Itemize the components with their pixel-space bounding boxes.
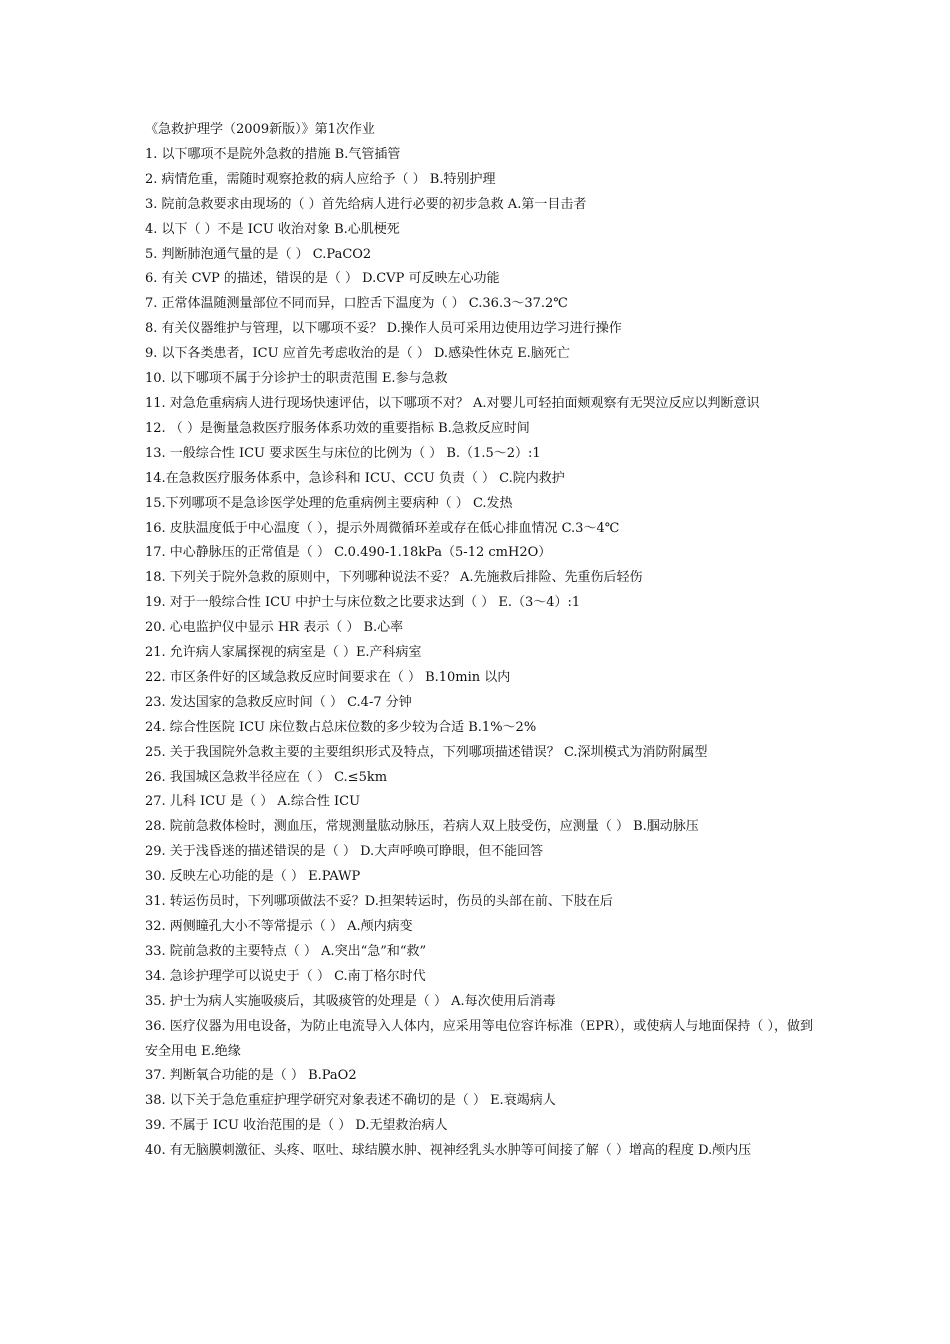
question-item: 3. 院前急救要求由现场的（ ）首先给病人进行必要的初步急救 A.第一目击者 bbox=[145, 196, 587, 212]
question-item: 15.下列哪项不是急诊医学处理的危重病例主要病种（ ） C.发热 bbox=[145, 495, 513, 511]
question-item: 14.在急救医疗服务体系中，急诊科和 ICU、CCU 负责（ ） C.院内救护 bbox=[145, 470, 565, 486]
question-item: 2. 病情危重，需随时观察抢救的病人应给予（ ） B.特别护理 bbox=[145, 171, 496, 187]
question-item: 11. 对急危重病病人进行现场快速评估，以下哪项不对？ A.对婴儿可轻拍面颊观察有无哭泣反应以判断意识 bbox=[145, 395, 760, 411]
question-item: 18. 下列关于院外急救的原则中，下列哪种说法不妥？ A.先施救后排险、先重伤后轻伤 bbox=[145, 570, 643, 586]
page-title: 《急救护理学（2009新版）》第1次作业 bbox=[145, 122, 375, 137]
question-item: 17. 中心静脉压的正常值是（ ） C.0.490-1.18kPa（5-12 cmH2O） bbox=[145, 545, 552, 561]
question-item: 16. 皮肤温度低于中心温度（ ），提示外周微循环差或存在低心排血情况 C.3～4℃ bbox=[145, 520, 620, 536]
question-item: 27. 儿科 ICU 是（ ） A.综合性 ICU bbox=[145, 794, 361, 810]
question-item: 1. 以下哪项不是院外急救的措施 B.气管插管 bbox=[145, 146, 401, 162]
question-item: 29. 关于浅昏迷的描述错误的是（ ） D.大声呼唤可睁眼，但不能回答 bbox=[145, 844, 544, 860]
question-item: 7. 正常体温随测量部位不同而异，口腔舌下温度为（ ） C.36.3～37.2℃ bbox=[145, 296, 568, 312]
question-item: 9. 以下各类患者，ICU 应首先考虑收治的是（ ） D.感染性休克 E.脑死亡 bbox=[145, 346, 570, 362]
question-item: 28. 院前急救体检时，测血压，常规测量肱动脉压，若病人双上肢受伤，应测量（ ） B.腘动脉压 bbox=[145, 819, 699, 835]
question-item: 31. 转运伤员时，下列哪项做法不妥？D.担架转运时，伤员的头部在前、下肢在后 bbox=[145, 894, 613, 910]
question-item: 25. 关于我国院外急救主要的主要组织形式及特点，下列哪项描述错误？ C.深圳模式为消防附属型 bbox=[145, 744, 708, 760]
question-item: 30. 反映左心功能的是（ ） E.PAWP bbox=[145, 869, 361, 885]
question-item: 35. 护士为病人实施吸痰后，其吸痰管的处理是（ ） A.每次使用后消毒 bbox=[145, 993, 556, 1009]
question-item: 10. 以下哪项不属于分诊护士的职责范围 E.参与急救 bbox=[145, 371, 448, 387]
question-item: 21. 允许病人家属探视的病室是（ ）E.产科病室 bbox=[145, 645, 422, 661]
question-list bbox=[145, 143, 813, 1164]
question-item: 22. 市区条件好的区域急救反应时间要求在（ ） B.10min 以内 bbox=[145, 669, 511, 685]
question-item: 39. 不属于 ICU 收治范围的是（ ） D.无望救治病人 bbox=[145, 1118, 448, 1134]
question-item: 33. 院前急救的主要特点（ ） A.突出“急”和“救” bbox=[145, 943, 427, 959]
question-item: 4. 以下（ ）不是 ICU 收治对象 B.心肌梗死 bbox=[145, 221, 400, 237]
question-item: 38. 以下关于急危重症护理学研究对象表述不确切的是（ ） E.衰竭病人 bbox=[145, 1093, 556, 1109]
question-item: 13. 一般综合性 ICU 要求医生与床位的比例为（ ） B.（1.5～2）:1 bbox=[145, 445, 541, 461]
question-item: 40. 有无脑膜刺激征、头疼、呕吐、球结膜水肿、视神经乳头水肿等可间接了解（ ）增高的程度 D.颅内压 bbox=[145, 1143, 752, 1159]
question-item: 37. 判断氧合功能的是（ ） B.PaO2 bbox=[145, 1068, 357, 1084]
question-item: 12. （ ）是衡量急救医疗服务体系功效的重要指标 B.急救反应时间 bbox=[145, 420, 530, 436]
question-item: 26. 我国城区急救半径应在（ ） C.≤5km bbox=[145, 769, 388, 785]
question-item: 24. 综合性医院 ICU 床位数占总床位数的多少较为合适 B.1%～2% bbox=[145, 719, 537, 735]
question-item: 5. 判断肺泡通气量的是（ ） C.PaCO2 bbox=[145, 246, 372, 262]
question-item: 36. 医疗仪器为用电设备，为防止电流导入人体内，应采用等电位容许标准（EPR），或使病人与地面保持（ ），做到安全用电 E.绝缘 bbox=[145, 1018, 813, 1059]
question-item: 32. 两侧瞳孔大小不等常提示（ ） A.颅内病变 bbox=[145, 919, 413, 934]
question-item: 23. 发达国家的急救反应时间（ ） C.4-7 分钟 bbox=[145, 694, 412, 710]
question-item: 8. 有关仪器维护与管理，以下哪项不妥？ D.操作人员可采用边使用边学习进行操作 bbox=[145, 321, 622, 337]
question-item: 34. 急诊护理学可以说史于（ ） C.南丁格尔时代 bbox=[145, 968, 426, 984]
document-body bbox=[145, 118, 813, 1164]
question-item: 19. 对于一般综合性 ICU 中护士与床位数之比要求达到（ ） E.（3～4）:1 bbox=[145, 595, 581, 611]
question-item: 20. 心电监护仪中显示 HR 表示（ ） B.心率 bbox=[145, 620, 404, 636]
question-item: 6. 有关 CVP 的描述，错误的是（ ） D.CVP 可反映左心功能 bbox=[145, 271, 500, 287]
